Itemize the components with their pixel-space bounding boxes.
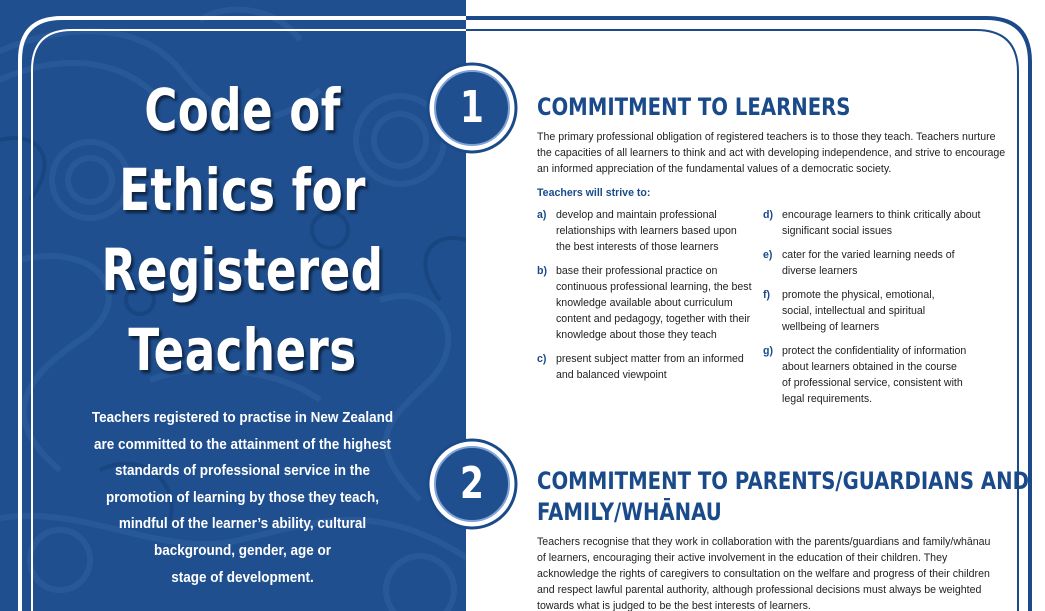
heading-line: FAMILY/WHĀNAU <box>537 498 722 526</box>
section-commitment-to-parents <box>537 466 1029 611</box>
title-line: Registered <box>101 236 384 304</box>
intro-line: standards of professional service in the <box>114 462 371 480</box>
body-line: The primary professional obligation of registered teachers is to those they teach. Teachers nurture <box>537 131 996 143</box>
item-line: continuous professional learning, the best <box>556 281 752 293</box>
item-line: relationships with learners based upon <box>556 225 737 237</box>
title-line: Ethics for <box>119 156 366 224</box>
item-line: about learners obtained in the course <box>782 361 957 373</box>
item-line: present subject matter from an informed <box>556 353 744 365</box>
list-item <box>537 263 757 343</box>
strive-label: Teachers will strive to: <box>537 187 651 199</box>
title-line: Code of <box>144 76 341 144</box>
item-line: develop and maintain professional <box>556 209 717 221</box>
list-column-left <box>537 207 757 391</box>
section-body <box>537 534 991 611</box>
item-line: knowledge about those they teach <box>556 329 717 341</box>
intro-line: promotion of learning by those they teach, <box>105 488 380 506</box>
left-blue-panel <box>0 0 466 611</box>
body-line: an informed appreciation of the fundamental values of a democratic society. <box>537 163 892 175</box>
body-line: Teachers recognise that they work in collaboration with the parents/guardians and family/whānau <box>537 536 991 548</box>
section-heading <box>537 92 898 123</box>
list-item <box>537 207 757 255</box>
heading-line: COMMITMENT TO PARENTS/GUARDIANS AND <box>537 467 1029 495</box>
body-line: acknowledge the rights of caregivers to consultation on the welfare and progress of their children <box>537 568 990 580</box>
section-1-number-badge <box>426 62 518 154</box>
item-letter: d) <box>763 209 773 221</box>
body-line: of learners, encouraging their active involvement in the education of their children. They <box>537 552 948 564</box>
body-line: and respect lawful parental authority, although professional decisions must always be weighted <box>537 584 982 596</box>
list-item <box>763 207 993 239</box>
intro-statement <box>60 405 425 591</box>
list-item <box>763 343 993 407</box>
list-column-right <box>763 207 993 415</box>
item-line: social, intellectual and spiritual <box>782 305 926 317</box>
item-line: the best interests of those learners <box>556 241 719 253</box>
body-line: towards what is judged to be the best interests of learners. <box>537 600 811 611</box>
section-body <box>537 129 1006 177</box>
body-line: the capacities of all learners to think and act with developing independence, and strive to encourage <box>537 147 1006 159</box>
item-line: encourage learners to think critically about <box>782 209 981 221</box>
commitments-list <box>537 207 981 437</box>
item-line: significant social issues <box>782 225 893 237</box>
item-line: wellbeing of learners <box>782 321 880 333</box>
item-letter: e) <box>763 249 773 261</box>
item-line: content and pedagogy, together with their <box>556 313 751 325</box>
item-line: base their professional practice on <box>556 265 718 277</box>
list-item <box>763 287 993 335</box>
item-line: legal requirements. <box>782 393 873 405</box>
intro-line: background, gender, age or <box>153 541 332 559</box>
list-item <box>763 247 993 279</box>
intro-line: stage of development. <box>171 568 314 586</box>
intro-line: Teachers registered to practise in New Zealand <box>91 409 394 426</box>
item-letter: g) <box>763 345 773 357</box>
page-title <box>100 70 385 390</box>
item-line: promote the physical, emotional, <box>782 289 935 301</box>
item-letter: a) <box>537 209 547 221</box>
item-line: knowledge available about curriculum <box>556 297 733 309</box>
title-line: Teachers <box>128 316 357 384</box>
item-letter: f) <box>763 289 771 301</box>
item-letter: b) <box>537 265 547 277</box>
item-line: and balanced viewpoint <box>556 369 667 381</box>
item-line: diverse learners <box>782 265 858 277</box>
intro-line: mindful of the learner’s ability, cultural <box>118 515 367 533</box>
item-line: protect the confidentiality of information <box>782 345 967 357</box>
item-line: cater for the varied learning needs of <box>782 249 955 261</box>
section-commitment-to-learners <box>537 92 1006 437</box>
section-number: 1 <box>460 82 484 133</box>
section-2-number-badge <box>426 438 518 530</box>
section-number: 2 <box>460 458 484 509</box>
item-line: of professional service, consistent with <box>782 377 963 389</box>
heading-line: COMMITMENT TO LEARNERS <box>537 93 851 121</box>
item-letter: c) <box>537 353 547 365</box>
list-item <box>537 351 757 383</box>
intro-line: are committed to the attainment of the highest <box>93 435 392 453</box>
section-heading <box>537 466 1029 528</box>
